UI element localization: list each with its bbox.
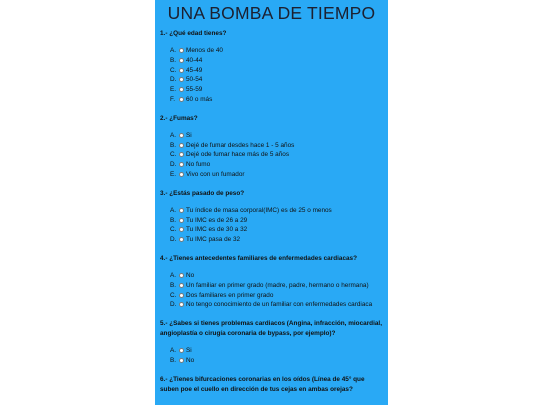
radio-button[interactable] <box>179 87 184 92</box>
option-letter: E. <box>170 86 177 94</box>
radio-button[interactable] <box>179 358 184 363</box>
option-label: Dejé ode fumar hace más de 5 años <box>186 151 290 159</box>
option-letter: C. <box>170 226 177 234</box>
radio-button[interactable] <box>179 97 184 102</box>
answer-option[interactable] <box>170 225 383 235</box>
option-label: Si <box>186 131 192 139</box>
answer-option[interactable] <box>170 66 383 76</box>
option-letter: D. <box>170 301 177 309</box>
answer-option[interactable] <box>170 95 383 105</box>
option-letter: B. <box>170 56 177 64</box>
option-letter: C. <box>170 66 177 74</box>
question-spacer <box>160 245 383 254</box>
option-label: Tu índice de masa corporal(IMC) es de 25 o menos <box>186 206 332 214</box>
option-label: 45-49 <box>186 66 203 74</box>
question-spacer <box>160 105 383 114</box>
option-letter: D. <box>170 76 177 84</box>
question-2 <box>155 114 388 189</box>
answer-option[interactable] <box>170 346 383 356</box>
option-label: 60 o más <box>186 95 213 103</box>
answer-option[interactable] <box>170 131 383 141</box>
radio-button[interactable] <box>179 237 184 242</box>
option-letter: A. <box>170 271 177 279</box>
question-text: 1.- ¿Qué edad tienes? <box>160 30 227 37</box>
option-label: 50-54 <box>186 76 203 84</box>
radio-button[interactable] <box>179 143 184 148</box>
radio-button[interactable] <box>179 293 184 298</box>
question-spacer <box>160 180 383 189</box>
radio-button[interactable] <box>179 227 184 232</box>
option-letter: A. <box>170 206 177 214</box>
answer-option[interactable] <box>170 46 383 56</box>
radio-button[interactable] <box>179 218 184 223</box>
option-letter: A. <box>170 131 177 139</box>
quiz-panel <box>155 0 388 405</box>
option-letter: D. <box>170 161 177 169</box>
radio-button[interactable] <box>179 208 184 213</box>
question-4 <box>155 254 388 319</box>
answer-option[interactable] <box>170 56 383 66</box>
question-text: 4.- ¿Tienes antecedentes familiares de enfermedades cardiacas? <box>160 254 358 262</box>
question-3 <box>155 189 388 254</box>
option-letter: D. <box>170 236 177 244</box>
option-label: Vivo con un fumador <box>186 170 245 178</box>
question-1 <box>155 29 388 114</box>
radio-button[interactable] <box>179 302 184 307</box>
option-letter: C. <box>170 151 177 159</box>
option-letter: A. <box>170 347 177 355</box>
answer-option[interactable] <box>170 281 383 291</box>
question-spacer <box>160 310 383 319</box>
page-title: UNA BOMBA DE TIEMPO <box>167 3 376 23</box>
answer-option[interactable] <box>170 216 383 226</box>
question-6 <box>155 375 388 395</box>
answer-option[interactable] <box>170 160 383 170</box>
option-label: Menos de 40 <box>186 47 223 54</box>
radio-button[interactable] <box>179 162 184 167</box>
option-label: 55-59 <box>186 86 203 94</box>
option-label: Dos familiares en primer grado <box>186 291 274 299</box>
option-letter: A. <box>170 47 177 54</box>
question-text: 3.- ¿Estás pasado de peso? <box>160 189 245 197</box>
option-letter: C. <box>170 291 177 299</box>
answer-option[interactable] <box>170 235 383 245</box>
option-label: 40-44 <box>186 56 203 64</box>
answer-option[interactable] <box>170 141 383 151</box>
option-letter: B. <box>170 356 177 364</box>
answer-option[interactable] <box>170 75 383 85</box>
answer-option[interactable] <box>170 150 383 160</box>
option-label: Si <box>186 347 192 355</box>
option-letter: E. <box>170 170 177 178</box>
radio-button[interactable] <box>179 58 184 63</box>
option-label: No <box>186 271 195 279</box>
option-letter: B. <box>170 141 177 149</box>
radio-button[interactable] <box>179 273 184 278</box>
radio-button[interactable] <box>179 283 184 288</box>
option-label: Tu IMC es de 30 a 32 <box>186 226 248 234</box>
question-text: 2.- ¿Fumas? <box>160 114 198 122</box>
answer-option[interactable] <box>170 271 383 281</box>
question-text: 6.- ¿Tienes bifurcaciones coronarias en los oídos (Línea de 45° que suben poe el cuello en dirección de tus cejas en ambas orejas? <box>160 375 365 393</box>
radio-button[interactable] <box>179 48 184 53</box>
question-5 <box>155 319 388 375</box>
radio-button[interactable] <box>179 133 184 138</box>
question-list <box>155 29 388 395</box>
option-label: Tu IMC es de 26 a 29 <box>186 216 248 224</box>
option-letter: B. <box>170 281 177 289</box>
option-label: No tengo conocimiento de un familiar con enfermedades cardiaca <box>186 301 373 309</box>
option-letter: F. <box>170 95 175 103</box>
option-label: No <box>186 356 195 364</box>
option-label: No fumo <box>186 161 211 169</box>
option-label: Dejé de fumar desdes hace 1 - 5 años <box>186 141 295 149</box>
answer-option[interactable] <box>170 291 383 301</box>
radio-button[interactable] <box>179 68 184 73</box>
answer-option[interactable] <box>170 206 383 216</box>
answer-option[interactable] <box>170 300 383 310</box>
question-text: 5.- ¿Sabes si tienes problemas cardiacos (Angina, infracción, miocardial, angioplastía o cirugía coronaria de bypass, por ejemplo)? <box>160 320 382 338</box>
option-letter: B. <box>170 216 177 224</box>
option-label: Tu IMC pasa de 32 <box>186 236 241 244</box>
radio-button[interactable] <box>179 172 184 177</box>
option-label: Un familiar en primer grado (madre, padre, hermano o hermana) <box>186 281 369 289</box>
answer-option[interactable] <box>170 85 383 95</box>
answer-option[interactable] <box>170 356 383 366</box>
radio-button[interactable] <box>179 77 184 82</box>
answer-option[interactable] <box>170 170 383 180</box>
radio-button[interactable] <box>179 152 184 157</box>
question-spacer <box>160 366 383 375</box>
radio-button[interactable] <box>179 348 184 353</box>
